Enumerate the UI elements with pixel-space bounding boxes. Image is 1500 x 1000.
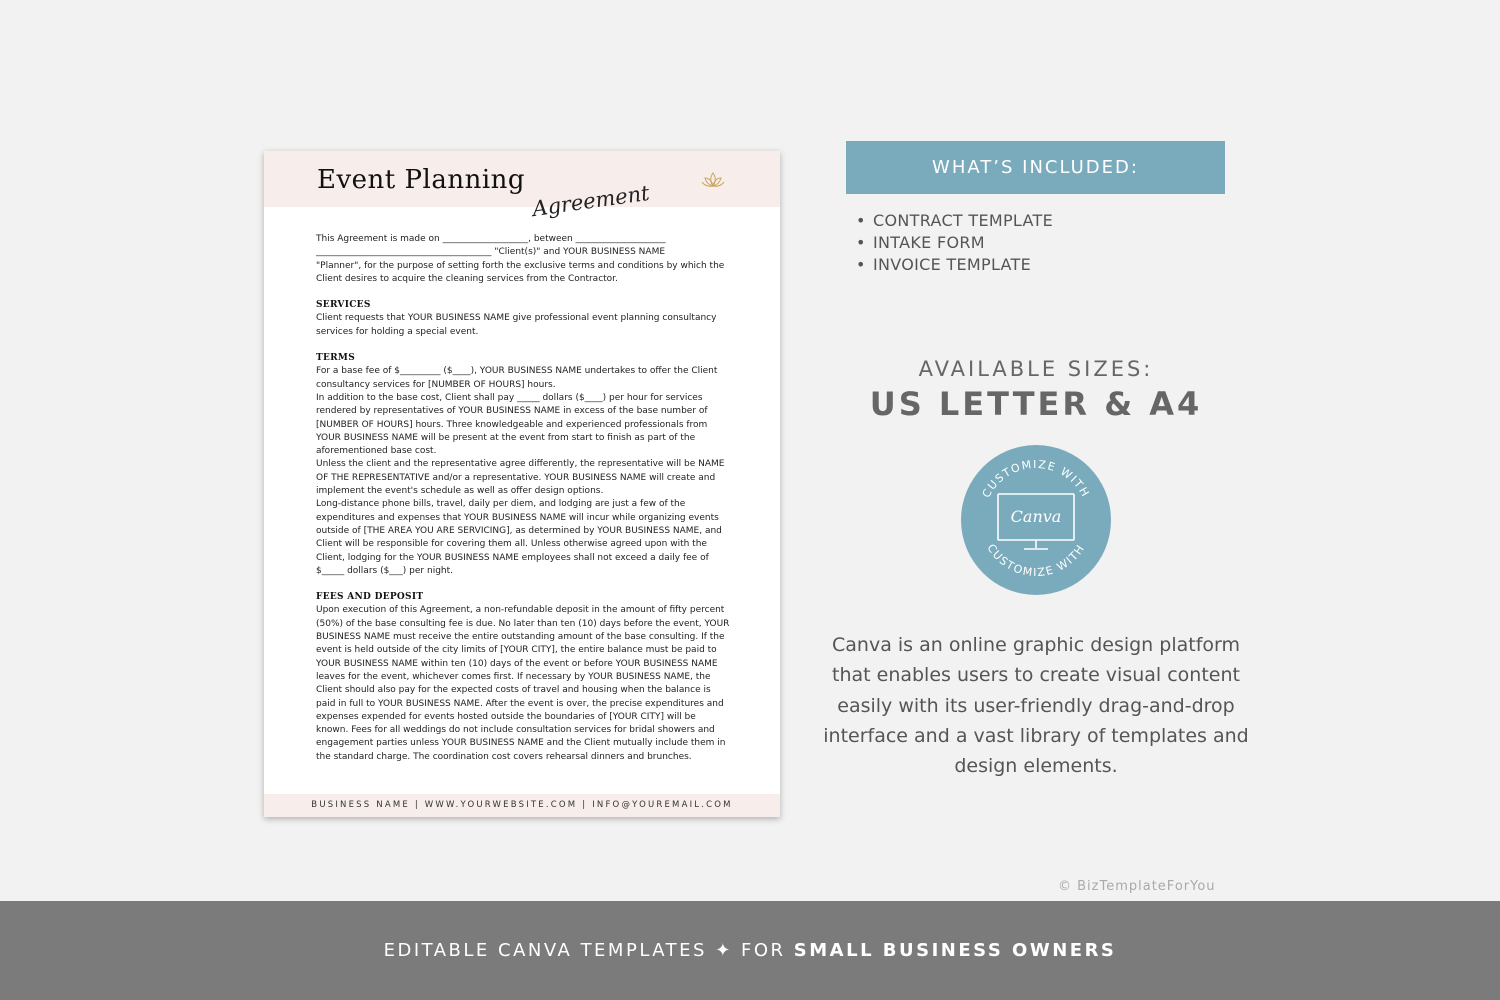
text-line: Client requests that YOUR BUSINESS NAME give professional event planning consultancy [316,313,717,324]
fees-heading: FEES AND DEPOSIT [316,592,424,603]
text-line: Client desires to acquire the cleaning services from the Contractor. [316,273,618,284]
text-line: BUSINESS NAME must receive the entire outstanding amount of the base consulting. If the [316,632,725,643]
text-line: Unless the client and the representative agree differently, the representative will be NAME [316,459,725,470]
document-body [316,233,736,764]
text-line: consultancy services for [NUMBER OF HOURS] hours. [316,379,556,390]
document-script-title: Agreement [530,180,651,222]
text-line: YOUR BUSINESS NAME will be present at the event from start to finish as part of the [316,432,696,443]
text-line: aforementioned base cost. [316,446,437,457]
badge-ring-text-top: CUSTOMIZE WITH [979,457,1093,500]
text-line: Upon execution of this Agreement, a non-refundable deposit in the amount of fifty percent [316,605,725,616]
document-footer: BUSINESS NAME | WWW.YOURWEBSITE.COM | INFO@YOUREMAIL.COM [264,794,780,817]
text-line: rendered by representatives of YOUR BUSINESS NAME in excess of the base number of [316,406,708,417]
banner-text-1: EDITABLE CANVA TEMPLATES [383,940,707,961]
text-line: YOUR BUSINESS NAME within ten (10) days of the event or before YOUR BUSINESS NAME [316,658,718,669]
text-line: Client should also pay for the expected costs of travel and housing when the balance is [316,685,711,696]
sizes-value: US LETTER & A4 [869,385,1203,423]
text-line: OF THE REPRESENTATIVE and/or a representative. YOUR BUSINESS NAME will create and [316,472,716,483]
text-line: _______________________________________ "Client(s)" and YOUR BUSINESS NAME [316,247,666,258]
text-line: known. Fees for all weddings do not include consultation services for bridal showers and [316,725,715,736]
bottom-banner [0,901,1500,1000]
text-line: Client will be responsible for covering them all. Unless otherwise agreed upon with the [316,539,707,550]
text-line: In addition to the base cost, Client shall pay _____ dollars ($____) per hour for services [316,392,703,403]
list-item: • CONTRACT TEMPLATE [856,210,1053,232]
canva-badge [960,444,1112,596]
list-item: • INTAKE FORM [856,232,1053,254]
document-header [264,151,780,222]
lotus-icon [701,170,725,190]
text-line: expenses expended for events hosted outside the boundaries of [YOUR CITY] will be [316,711,696,722]
sizes-label: AVAILABLE SIZES: [918,357,1154,381]
text-line: expenditures and expenses that YOUR BUSINESS NAME will incur while organizing events [316,512,719,523]
text-line: "Planner", for the purpose of setting forth the exclusive terms and conditions by which the [316,260,725,271]
included-heading: WHAT’S INCLUDED: [846,141,1225,194]
document-title: Event Planning [317,165,526,195]
text-line: leaves for the event, whichever comes first. If necessary by YOUR BUSINESS NAME, the [316,671,711,682]
intro-paragraph [316,233,736,286]
terms-heading: TERMS [316,353,355,364]
included-list [856,210,1053,276]
text-line: (50%) of the base consulting fee is due. No later than ten (10) days before the event, YOUR [316,618,730,629]
services-heading: SERVICES [316,300,371,311]
text-line: This Agreement is made on ___________________, between ____________________ [316,234,666,244]
text-line: For a base fee of $_________ ($____), YOUR BUSINESS NAME undertakes to offer the Client [316,366,718,377]
copyright: © BizTemplateForYou [1058,879,1216,894]
canva-logo-text: Canva [1010,507,1062,526]
text-line: implement the event's schedule as well as offer design options. [316,486,604,497]
text-line: paid in full to YOUR BUSINESS NAME. After the event is over, the precise expenditures and [316,698,724,709]
banner-text-3: SMALL BUSINESS OWNERS [793,940,1117,961]
text-line: outside of [THE AREA YOU ARE SERVICING], as determined by YOUR BUSINESS NAME, and [316,525,722,536]
canva-description: Canva is an online graphic design platform that enables users to create visual content easily with its user-friendly drag-and-drop interface and a vast library of templates and design elements. [823,634,1249,778]
badge-ring-text-bottom: CUSTOMIZE WITH [984,541,1088,580]
text-line: Long-distance phone bills, travel, daily per diem, and lodging are just a few of the [316,499,686,510]
text-line: [NUMBER OF HOURS] hours. Three knowledgeable and experienced professionals from [316,419,708,430]
banner-text-2: FOR [741,940,786,961]
text-line: event is held outside of the city limits of [YOUR CITY], the entire balance must be paid to [316,645,717,656]
sparkle-icon: ✦ [715,940,733,961]
text-line: engagement parties unless YOUR BUSINESS NAME and the Client mutually include them in [316,738,726,749]
list-item: • INVOICE TEMPLATE [856,254,1053,276]
document-preview [264,151,780,817]
text-line: services for holding a special event. [316,326,479,337]
text-line: the standard charge. The coordination cost covers rehearsal dinners and brunches. [316,751,692,762]
text-line: $_____ dollars ($___) per night. [316,565,454,576]
text-line: Client, lodging for the YOUR BUSINESS NAME employees shall not exceed a daily fee of [316,552,709,563]
